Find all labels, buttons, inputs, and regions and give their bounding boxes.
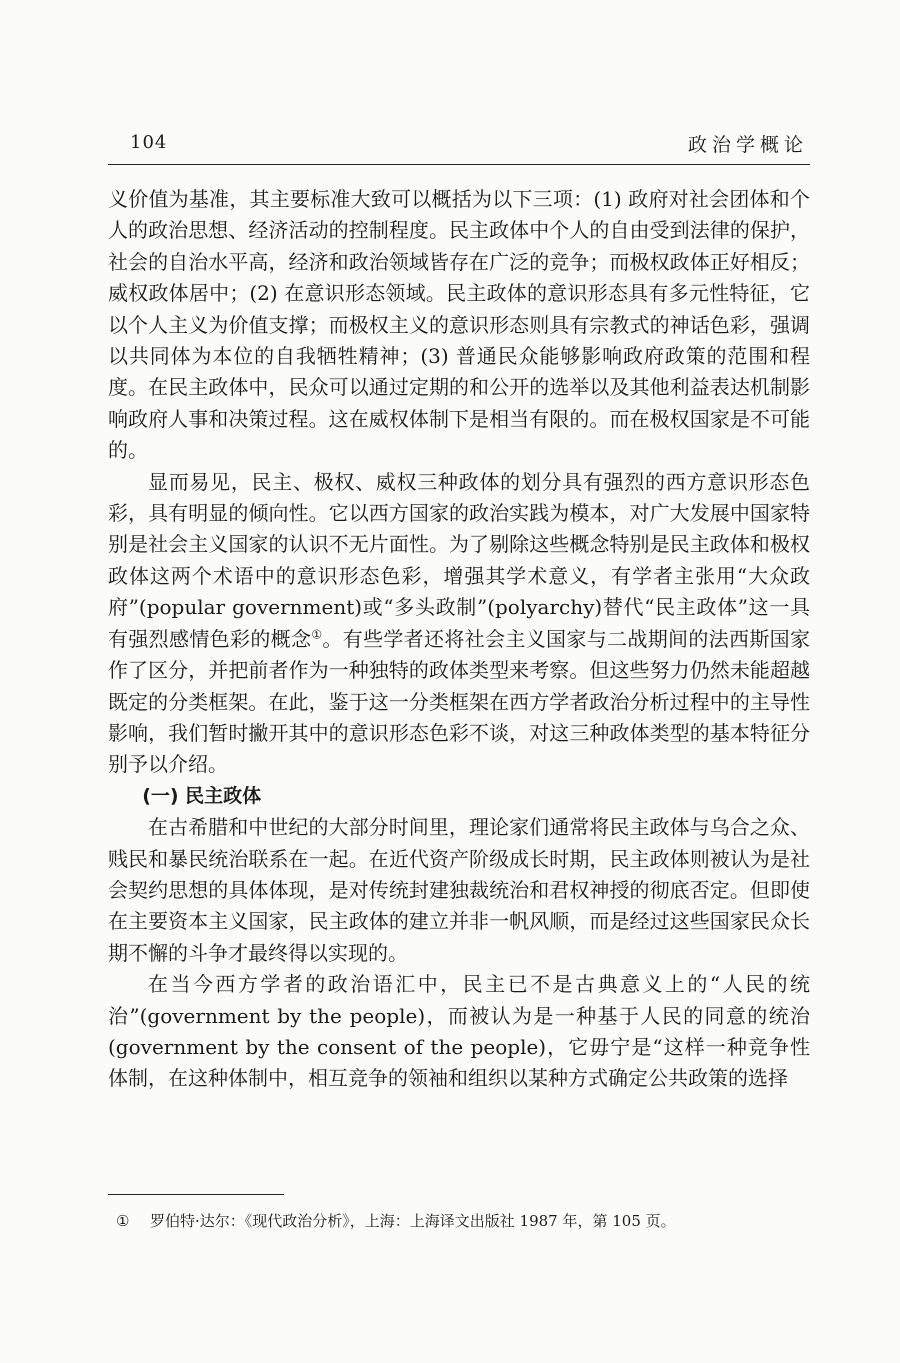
footnote-reference[interactable]: ① (311, 627, 323, 642)
body-text (108, 184, 810, 1095)
page-header (108, 128, 810, 160)
paragraph-2-part-2: 。有些学者还将社会主义国家与二战期间的法西斯国家作了区分，并把前者作为一种独特的政体类型来考察。但这些努力仍然未能超越既定的分类框架。在此，鉴于这一分类框架在西方学者政治分析过程中的主导性影响，我们暂时撇开其中的意识形态色彩不谈，对这三种政体类型的基本特征分别予以介绍。 (108, 626, 811, 777)
footnote-rule (108, 1194, 284, 1195)
footnote (116, 1210, 810, 1232)
paragraph-4: 在当今西方学者的政治语汇中，民主已不是古典意义上的“人民的统治”(government by the people)，而被认为是一种基于人民的同意的统治(government by the consent of the people)，它毋宁是“这样一种竞争性体制，在这种体制中，相互竞争的领袖和组织以某种方式确定公共政策的选择 (108, 972, 810, 1091)
header-rule (108, 164, 810, 165)
paragraph-2 (108, 467, 810, 781)
footnote-mark: ① (116, 1212, 130, 1230)
paragraph-2-part-1: 显而易见，民主、极权、威权三种政体的划分具有强烈的西方意识形态色彩，具有明显的倾向性。它以西方国家的政治实践为模本，对广大发展中国家特别是社会主义国家的认识不无片面性。为了剔除这些概念特别是民主政体和极权政体这两个术语中的意识形态色彩，增强其学术意义，有学者主张用“大众政府”(popular government)或“多头政制”(polyarchy)替代“民主政体”这一具有强烈感情色彩的概念 (108, 469, 810, 651)
section-heading: (一) 民主政体 (142, 784, 262, 807)
paragraph-1: 义价值为基准，其主要标准大致可以概括为以下三项：(1) 政府对社会团体和个人的政治思想、经济活动的控制程度。民主政体中个人的自由受到法律的保护，社会的自治水平高，经济和政治领域皆存在广泛的竞争；而极权政体正好相反；威权政体居中；(2) 在意识形态领域。民主政体的意识形态具有多元性特征，它以个人主义为价值支撑；而极权主义的意识形态则具有宗教式的神话色彩，强调以共同体为本位的自我牺牲精神；(3) 普通民众能够影响政府政策的范围和程度。在民主政体中，民众可以通过定期的和公开的选举以及其他利益表达机制影响政府人事和决策过程。这在威权体制下是相当有限的。而在极权国家是不可能的。 (108, 187, 810, 463)
running-title: 政治学概论 (687, 134, 808, 156)
page-number: 104 (130, 132, 168, 153)
paragraph-3: 在古希腊和中世纪的大部分时间里，理论家们通常将民主政体与乌合之众、贱民和暴民统治联系在一起。在近代资产阶级成长时期，民主政体则被认为是社会契约思想的具体体现，是对传统封建独裁统治和君权神授的彻底否定。但即使在主要资本主义国家，民主政体的建立并非一帆风顺，而是经过这些国家民众长期不懈的斗争才最终得以实现的。 (108, 815, 810, 965)
footnote-text: 罗伯特·达尔：《现代政治分析》，上海：上海译文出版社 1987 年，第 105 页。 (150, 1212, 676, 1230)
